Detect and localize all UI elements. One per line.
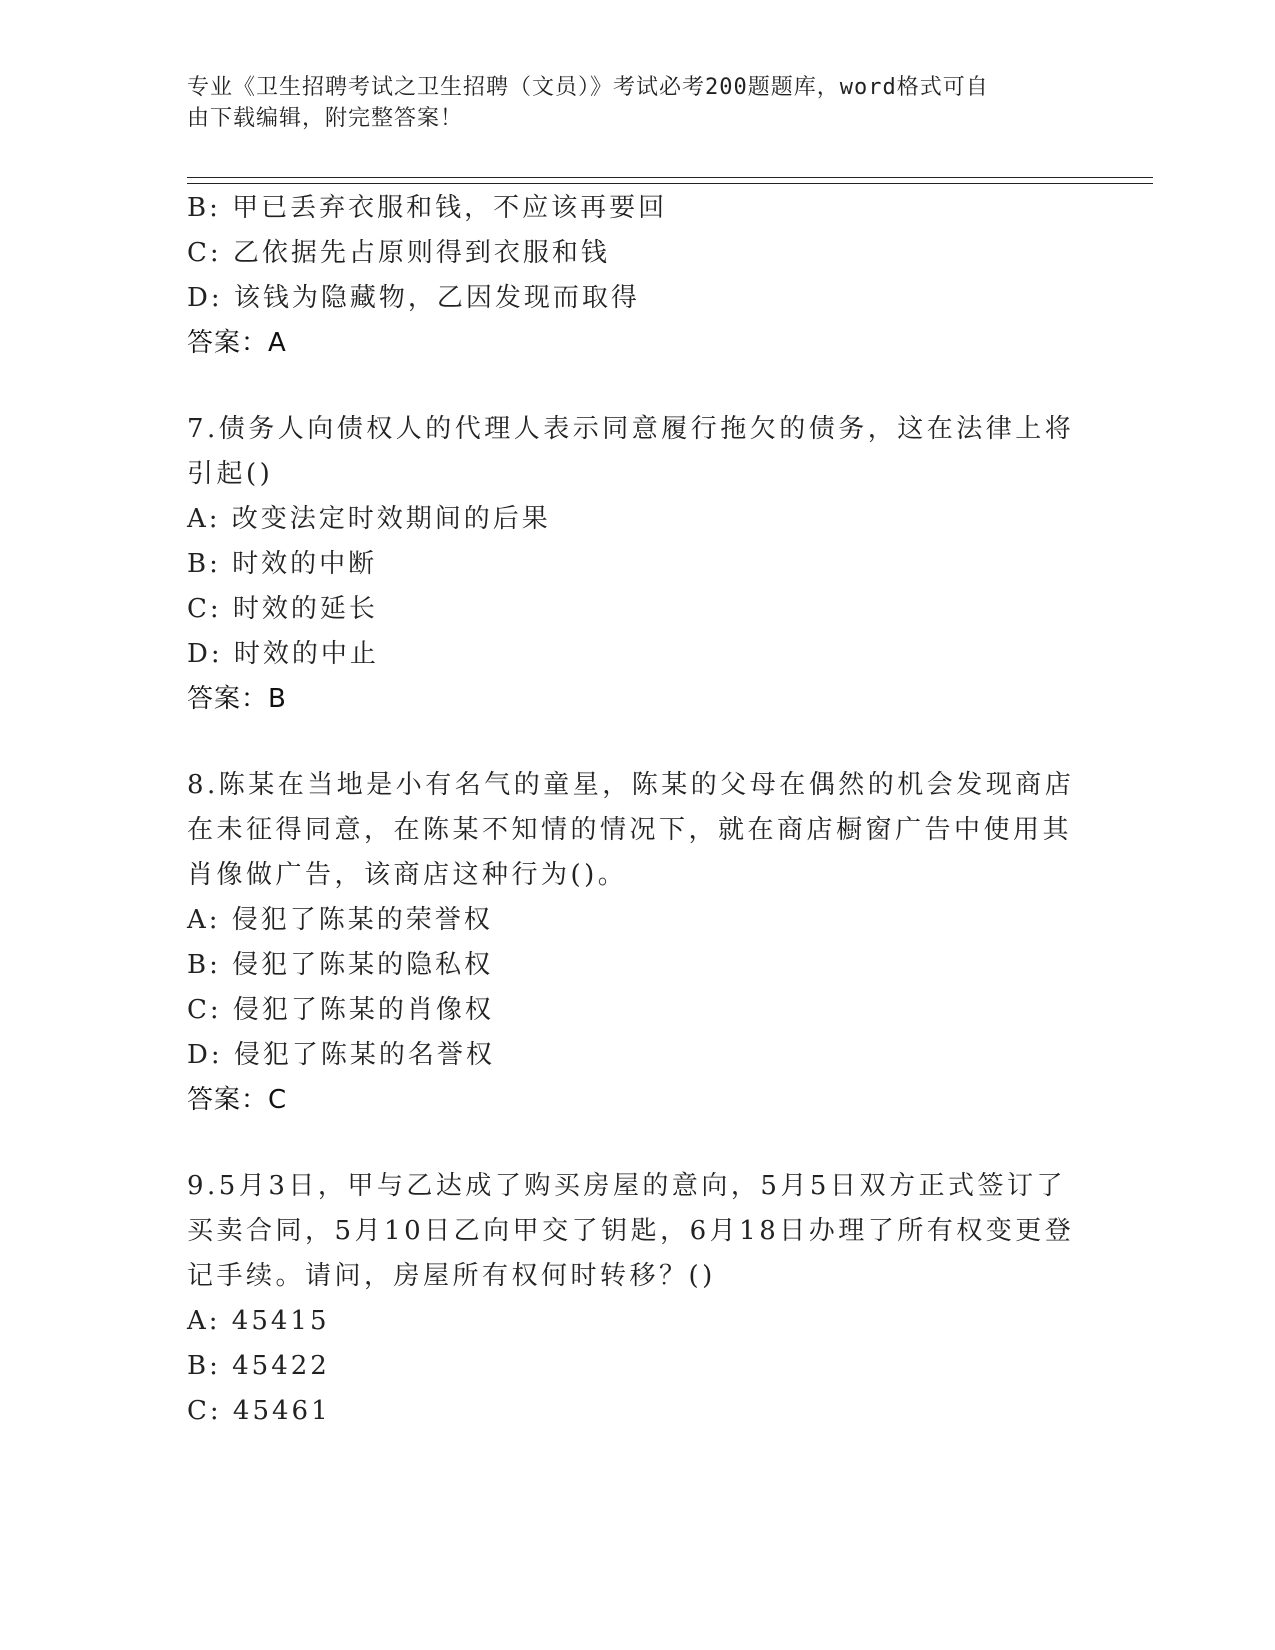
question-stem-line: 7.债务人向债权人的代理人表示同意履行拖欠的债务，这在法律上将 (187, 414, 1075, 444)
option-c: C: 45461 (187, 1396, 331, 1426)
option-c: C: 乙依据先占原则得到衣服和钱 (187, 238, 610, 268)
document-header (187, 72, 1067, 134)
answer-line (187, 321, 1087, 366)
answer-value: C (268, 1085, 288, 1115)
option-c: C: 侵犯了陈某的肖像权 (187, 995, 494, 1025)
header-divider-bottom (187, 183, 1153, 184)
question-list (187, 186, 1087, 1434)
question-8 (187, 763, 1087, 1123)
option-b: B: 45422 (187, 1351, 330, 1381)
question-stem-line: 买卖合同，5月10日乙向甲交了钥匙，6月18日办理了所有权变更登 (187, 1216, 1075, 1246)
question-9 (187, 1164, 1087, 1434)
answer-label: 答案： (187, 1085, 269, 1115)
answer-line (187, 677, 1087, 722)
question-stem-line: 记手续。请问，房屋所有权何时转移？() (187, 1261, 716, 1291)
option-a: A: 45415 (187, 1306, 330, 1336)
question-stem-line: 在未征得同意，在陈某不知情的情况下，就在商店橱窗广告中使用其 (187, 815, 1073, 845)
question-stem-line: 8.陈某在当地是小有名气的童星，陈某的父母在偶然的机会发现商店 (187, 770, 1075, 800)
option-c: C: 时效的延长 (187, 594, 378, 624)
header-line-2: 由下载编辑，附完整答案！ (187, 106, 464, 131)
question-stem-line: 引起() (187, 459, 274, 489)
option-d: D: 该钱为隐藏物，乙因发现而取得 (187, 283, 640, 313)
option-b: B: 侵犯了陈某的隐私权 (187, 950, 494, 980)
question-stem-line: 肖像做广告，该商店这种行为()。 (187, 860, 628, 890)
answer-value: B (268, 684, 287, 714)
option-b: B: 时效的中断 (187, 549, 378, 579)
question-stem-line: 9.5月3日，甲与乙达成了购买房屋的意向，5月5日双方正式签订了 (187, 1171, 1066, 1201)
answer-label: 答案： (187, 328, 269, 358)
option-d: D: 时效的中止 (187, 639, 379, 669)
question-7 (187, 407, 1087, 722)
answer-label: 答案： (187, 684, 269, 714)
answer-value: A (268, 328, 287, 358)
option-b: B: 甲已丢弃衣服和钱，不应该再要回 (187, 193, 668, 223)
answer-line (187, 1078, 1087, 1123)
option-a: A: 侵犯了陈某的荣誉权 (187, 905, 493, 935)
option-a: A: 改变法定时效期间的后果 (187, 504, 551, 534)
option-d: D: 侵犯了陈某的名誉权 (187, 1040, 495, 1070)
question-6-continued (187, 186, 1087, 366)
header-line-1: 专业《卫生招聘考试之卫生招聘（文员）》考试必考200题题库，word格式可自 (187, 75, 989, 100)
header-divider-top (187, 177, 1153, 178)
